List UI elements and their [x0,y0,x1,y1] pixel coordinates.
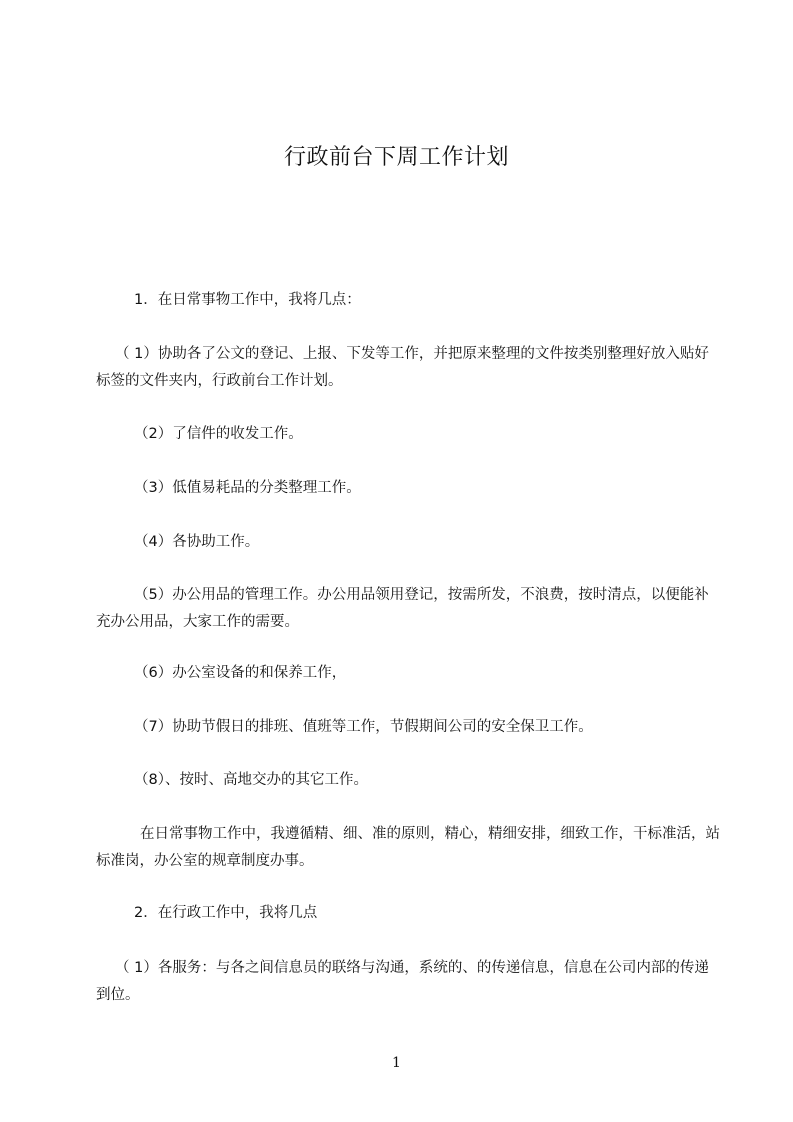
page-number: 1 [392,1055,401,1071]
paragraph-5: （4）各协助工作。 [134,534,260,550]
paragraph-12: （ 1）各服务：与各之间信息员的联络与沟通，系统的、的传递信息，信息在公司内部的传递到位。 [96,960,709,1003]
paragraph-9: （8）、按时、高地交办的其它工作。 [134,772,368,788]
paragraph-6: （5）办公用品的管理工作。办公用品领用登记，按需所发，不浪费，按时清点，以便能补充办公用品，大家工作的需要。 [96,587,709,630]
paragraph-11: 2．在行政工作中，我将几点 [134,905,318,921]
paragraph-10: 在日常事物工作中，我遵循精、细、准的原则，精心，精细安排，细致工作，干标准活，站标准岗，办公室的规章制度办事。 [96,826,720,869]
paragraph-4: （3）低值易耗品的分类整理工作。 [134,480,361,496]
paragraph-8: （7）协助节假日的排班、值班等工作，节假期间公司的安全保卫工作。 [134,719,593,735]
paragraph-1: 1．在日常事物工作中，我将几点： [134,292,361,308]
paragraph-3: （2）了信件的收发工作。 [134,426,303,442]
paragraph-2: （ 1）协助各了公文的登记、上报、下发等工作，并把原来整理的文件按类别整理好放入贴好标签的文件夹内，行政前台工作计划。 [96,346,709,389]
paragraph-7: （6）办公室设备的和保养工作， [134,665,347,681]
document-title: 行政前台下周工作计划 [283,145,509,170]
